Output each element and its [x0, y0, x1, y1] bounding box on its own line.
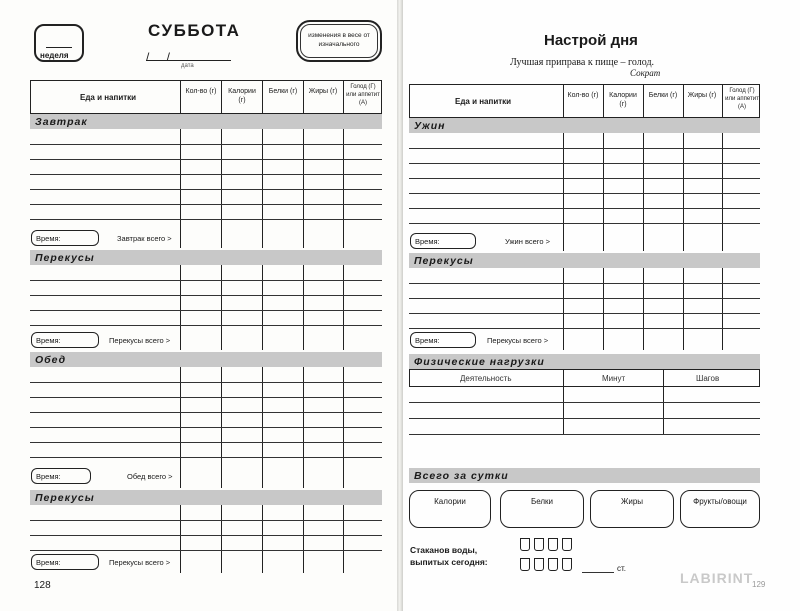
section-title-lunch: Обед [35, 354, 67, 366]
row-line[interactable] [409, 328, 760, 329]
header-divider [643, 84, 644, 118]
row-line[interactable] [30, 412, 382, 413]
section-band-lunch [30, 352, 382, 367]
water-count-line[interactable] [582, 572, 614, 573]
water-unit: ст. [617, 564, 626, 573]
total-label-snacks-evening: Перекусы всего > [487, 336, 549, 345]
column-line [303, 505, 304, 573]
row-line[interactable] [30, 144, 382, 145]
water-glass-icon[interactable] [562, 558, 572, 571]
water-glass-icon[interactable] [534, 538, 544, 551]
section-title-breakfast: Завтрак [35, 116, 88, 128]
row-line[interactable] [409, 163, 760, 164]
column-line [303, 265, 304, 350]
total-label-lunch: Обед всего > [127, 472, 173, 481]
quote: Лучшая приправа к пище – голод. [510, 57, 655, 68]
row-line[interactable] [409, 434, 760, 435]
column-line [343, 265, 344, 350]
row-line[interactable] [409, 418, 760, 419]
labirint-logo: LABIRINT [680, 570, 754, 586]
header-divider [180, 80, 181, 114]
row-line[interactable] [409, 313, 760, 314]
header-divider [303, 80, 304, 114]
week-line [46, 47, 72, 48]
header-divider [563, 84, 564, 118]
total-label-protein: Белки [530, 497, 554, 506]
row-line[interactable] [30, 457, 382, 458]
water-glass-icon[interactable] [534, 558, 544, 571]
row-line[interactable] [30, 159, 382, 160]
time-label: Время: [415, 237, 440, 246]
header-calories: Калории (г) [609, 92, 637, 108]
header-divider [603, 84, 604, 118]
time-label: Время: [36, 472, 61, 481]
activity-header-minutes: Минут [602, 374, 626, 383]
row-line[interactable] [30, 189, 382, 190]
total-box-fruits-vegetables[interactable] [680, 490, 760, 528]
row-line[interactable] [409, 193, 760, 194]
activity-header-steps: Шагов [696, 374, 720, 383]
header-protein: Белки (г) [648, 92, 678, 99]
column-line [262, 265, 263, 350]
date-field[interactable]: / / [146, 50, 178, 64]
total-label-snacks-2: Перекусы всего > [109, 558, 171, 567]
row-line[interactable] [30, 427, 382, 428]
row-line[interactable] [409, 223, 760, 224]
header-divider [262, 80, 263, 114]
header-protein: Белки (г) [268, 88, 298, 95]
row-line[interactable] [30, 442, 382, 443]
time-label: Время: [36, 234, 61, 243]
column-line [722, 133, 723, 251]
column-line [603, 268, 604, 350]
row-line[interactable] [30, 520, 382, 521]
mood-title: Настрой дня [544, 32, 638, 49]
column-line [563, 133, 564, 251]
day-title: СУББОТА [148, 21, 241, 40]
row-line[interactable] [30, 397, 382, 398]
header-divider [221, 80, 222, 114]
week-label: неделя [40, 51, 69, 60]
book-spine [397, 0, 403, 611]
column-line [603, 133, 604, 251]
total-label-breakfast: Завтрак всего > [117, 234, 172, 243]
column-line [180, 265, 181, 350]
row-line[interactable] [409, 208, 760, 209]
header-food: Еда и напитки [455, 97, 512, 106]
header-qty: Кол-во (г) [567, 92, 599, 99]
section-title-activity: Физические нагрузки [414, 356, 545, 368]
total-label-dinner: Ужин всего > [505, 237, 550, 246]
water-label-line2: выпитых сегодня: [410, 557, 488, 567]
total-label-fruits-vegetables: Фрукты/овощи [693, 497, 747, 506]
page-number-left: 128 [34, 580, 51, 591]
row-line[interactable] [30, 535, 382, 536]
date-label: дата [181, 63, 194, 69]
header-divider [343, 80, 344, 114]
activity-header-activity: Деятельность [460, 374, 512, 383]
total-label-snacks: Перекусы всего > [109, 336, 171, 345]
page-number-right: 129 [752, 580, 766, 589]
header-fat: Жиры (г) [308, 88, 338, 95]
date-line [146, 60, 231, 61]
column-line [643, 268, 644, 350]
total-label-fat: Жиры [620, 497, 644, 506]
row-line[interactable] [409, 283, 760, 284]
header-food: Еда и напитки [80, 93, 137, 102]
column-line [643, 133, 644, 251]
weight-change-label[interactable]: изменения в весе от изначального [300, 24, 378, 58]
row-line[interactable] [30, 325, 382, 326]
header-hunger: Голод (Г) или аппетит (А) [346, 84, 380, 106]
header-calories: Калории (г) [228, 88, 256, 104]
column-line [683, 268, 684, 350]
total-box-fat[interactable] [590, 490, 674, 528]
row-line[interactable] [30, 204, 382, 205]
water-glass-icon[interactable] [520, 558, 530, 571]
column-line [343, 505, 344, 573]
column-line [722, 268, 723, 350]
row-line[interactable] [30, 310, 382, 311]
row-line[interactable] [30, 382, 382, 383]
time-label: Время: [36, 336, 61, 345]
row-line[interactable] [30, 295, 382, 296]
column-line [221, 265, 222, 350]
water-glass-icon[interactable] [562, 538, 572, 551]
section-title-snacks-2: Перекусы [35, 492, 95, 504]
header-qty: Кол-во (г) [185, 88, 217, 95]
column-line [683, 133, 684, 251]
header-hunger: Голод (Г) или аппетит (А) [725, 88, 759, 110]
row-line[interactable] [409, 402, 760, 403]
row-line[interactable] [409, 178, 760, 179]
total-box-protein[interactable] [500, 490, 584, 528]
time-label: Время: [415, 336, 440, 345]
water-glass-icon[interactable] [520, 538, 530, 551]
header-fat: Жиры (г) [687, 92, 717, 99]
section-band-dinner [409, 118, 760, 133]
water-glass-icon[interactable] [548, 538, 558, 551]
quote-author: Сократ [630, 68, 661, 78]
section-title-dinner: Ужин [414, 120, 446, 132]
section-title-snacks: Перекусы [35, 252, 95, 264]
row-line[interactable] [30, 174, 382, 175]
header-divider [722, 84, 723, 118]
total-box-calories[interactable] [409, 490, 491, 528]
water-glass-icon[interactable] [548, 558, 558, 571]
row-line[interactable] [409, 148, 760, 149]
column-line [221, 505, 222, 573]
column-line [180, 505, 181, 573]
row-line[interactable] [30, 219, 382, 220]
column-line [262, 505, 263, 573]
total-label-calories: Калории [434, 497, 466, 506]
column-line [563, 268, 564, 350]
row-line[interactable] [409, 298, 760, 299]
row-line[interactable] [30, 280, 382, 281]
section-title-snacks-evening: Перекусы [414, 255, 474, 267]
time-label: Время: [36, 558, 61, 567]
row-line[interactable] [30, 550, 382, 551]
section-title-day-total: Всего за сутки [414, 470, 509, 482]
water-label-line1: Стаканов воды, [410, 545, 478, 555]
header-divider [683, 84, 684, 118]
